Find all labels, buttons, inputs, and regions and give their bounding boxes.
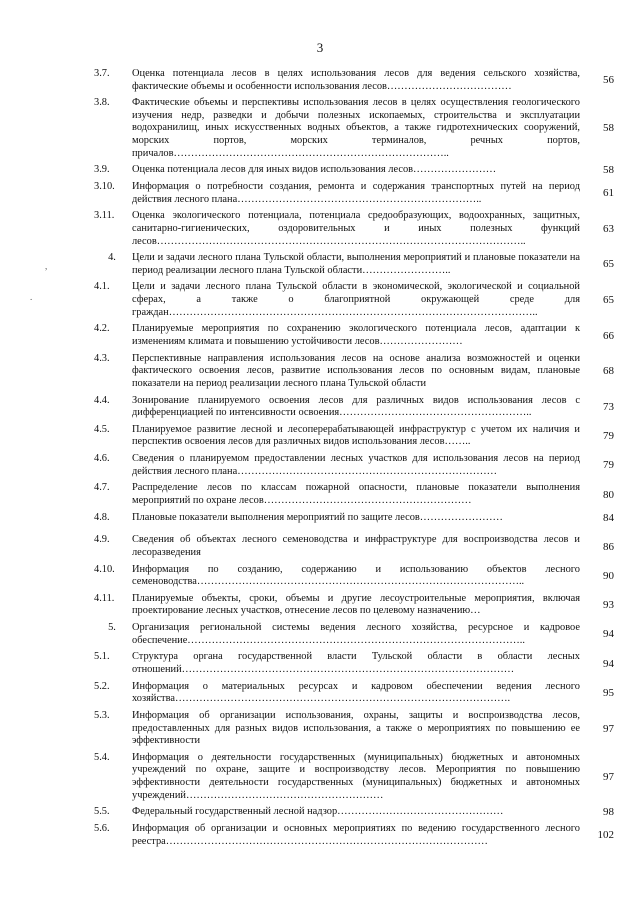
toc-entry-page: 84	[603, 511, 614, 524]
toc-entry	[92, 710, 614, 748]
toc-entry-page: 79	[603, 459, 614, 472]
toc-entry-page: 79	[603, 430, 614, 443]
toc-entry-title: Зонирование планируемого освоения лесов для различных видов использования лесов с дифференциацией по интенсивности освоения………………………………………………..	[132, 394, 580, 419]
toc-entry-number: 3.9.	[94, 164, 110, 176]
toc-entry-title: Оценка потенциала лесов в целях использования лесов для ведения сельского хозяйства, фактические объемы и особенности использования лесов………………………………	[132, 68, 580, 92]
toc-entry-number: 4.2.	[94, 323, 110, 335]
toc-entry-title: Информация по созданию, содержанию и использованию объектов лесного семеноводства…………………………………………………………………………………..	[132, 563, 580, 588]
toc-entry	[92, 210, 614, 248]
toc-entry-page: 65	[603, 294, 614, 307]
toc-entry-number: 4.3.	[94, 352, 110, 364]
toc-entry-page: 65	[603, 258, 614, 271]
toc-entry-title: Информация о материальных ресурсах и кадровом обеспечении ведения лесного хозяйства…………………………………………………………………………………….	[132, 680, 580, 705]
toc-entry-page: 80	[603, 488, 614, 501]
toc-entry-page: 66	[603, 329, 614, 342]
toc-entry	[92, 622, 614, 647]
toc-entry	[92, 353, 614, 391]
toc-entry-number: 4.7.	[94, 482, 110, 494]
toc-entry-title: Цели и задачи лесного плана Тульской области в экономической, экологической и социальной сферах, а также о благоприятной окружающей среде для граждан……………………………………………………………………………………………..	[132, 281, 580, 318]
toc-entry-number: 3.8.	[94, 97, 110, 109]
toc-entry-page: 73	[603, 400, 614, 413]
toc-entry	[92, 806, 614, 819]
toc-entry-number: 3.10.	[94, 181, 115, 193]
toc-entry	[92, 181, 614, 206]
toc-entry-title: Сведения об объектах лесного семеноводства и инфраструктуре для воспроизводства лесов и лесоразведения	[132, 534, 580, 558]
toc-entry-number: 5.3.	[94, 709, 110, 721]
toc-entry-title: Оценка экологического потенциала, потенциала средообразующих, водоохранных, защитных, санитарно-гигиенических, оздоровительных и иных полезных функций лесов……………………………………………………………………………………………..	[132, 210, 580, 247]
toc-entry-page: 63	[603, 222, 614, 235]
toc-entry-page: 58	[603, 164, 614, 177]
toc-entry-number: 4.4.	[94, 394, 110, 406]
toc-entry	[92, 395, 614, 420]
toc-entry-page: 97	[603, 722, 614, 735]
toc-entry-title: Перспективные направления использования лесов на основе анализа возможностей и оценки фактического освоения лесов, развитие использования лесов по основным видам, плановые показатели на период реализации лесного плана Тульской области	[132, 352, 580, 389]
toc-entry-number: 5.6.	[94, 822, 110, 834]
toc-entry-page: 98	[603, 806, 614, 819]
toc-entry-title: Информация о деятельности государственных (муниципальных) бюджетных и автономных учреждений по охране, защите и воспроизводству лесов. Мероприятия по повышению эффективности деятельности государственных (муниципальных) бюджетных и автономных учреждений…………………………………………………	[132, 751, 580, 801]
toc-entry-title: Цели и задачи лесного плана Тульской области, выполнения мероприятий и плановые показатели на период реализации лесного плана Тульской области……………………..	[132, 252, 580, 276]
table-of-contents	[92, 68, 614, 852]
toc-entry-title: Планируемые объекты, сроки, объемы и другие лесоустроительные мероприятия, включая проектирование лесных участков, отнесение лесов по целевому назначению…	[132, 592, 580, 617]
toc-entry	[92, 482, 614, 507]
toc-entry	[92, 534, 614, 559]
toc-entry-page: 61	[603, 187, 614, 200]
toc-entry-title: Планируемое развитие лесной и лесоперерабатывающей инфраструктур с учетом их наличия и перспектив освоения лесов для различных видов использования лесов……..	[132, 423, 580, 448]
scan-speck: .	[30, 292, 33, 302]
page-number: 3	[316, 40, 324, 55]
toc-entry-number: 4.1.	[94, 281, 110, 293]
toc-entry-number: 4.6.	[94, 453, 110, 465]
toc-entry	[92, 823, 614, 848]
toc-entry	[92, 512, 614, 525]
toc-entry-title: Организация региональной системы ведения лесного хозяйства, ресурсное и кадровое обеспечение……………………………………………………………………………………..	[132, 622, 580, 646]
toc-entry-page: 95	[603, 686, 614, 699]
toc-entry-number: 4.8.	[94, 511, 110, 523]
toc-entry	[92, 564, 614, 589]
toc-entry	[92, 453, 614, 478]
toc-entry-page: 90	[603, 569, 614, 582]
toc-entry-title: Распределение лесов по классам пожарной опасности, плановые показатели выполнения мероприятий по охране лесов……………………………………………………	[132, 482, 580, 506]
toc-entry-number: 4.5.	[94, 423, 110, 435]
toc-entry-title: Фактические объемы и перспективы использования лесов в целях осуществления геологического изучения недр, разведки и добычи полезных ископаемых, строительства и эксплуатации водохранилищ, иных искусственных водных объектов, а также гидротехнических сооружений, морских портов, морских терминалов, речных портов, причалов……………………………………………………………………..	[132, 97, 580, 159]
toc-entry-page: 58	[603, 122, 614, 135]
toc-entry-title: Оценка потенциала лесов для иных видов использования лесов……………………	[132, 164, 497, 176]
toc-entry-number: 5.	[108, 622, 116, 634]
toc-entry	[92, 651, 614, 676]
toc-entry	[92, 424, 614, 449]
toc-entry-page: 56	[603, 74, 614, 87]
toc-entry-page: 94	[603, 657, 614, 670]
toc-entry-page: 68	[603, 365, 614, 378]
toc-entry	[92, 68, 614, 93]
toc-entry-title: Федеральный государственный лесной надзор…………………………………………	[132, 806, 504, 818]
toc-entry-number: 3.11.	[94, 210, 115, 222]
toc-entry-number: 4.9.	[94, 534, 110, 546]
toc-entry	[92, 681, 614, 706]
toc-entry	[92, 164, 614, 177]
toc-entry	[92, 97, 614, 160]
toc-entry-number: 5.2.	[94, 680, 110, 692]
scan-speck: ,	[45, 261, 48, 271]
toc-entry-title: Информация об организации и основных мероприятиях по ведению государственного лесного реестра…………………………………………………………………………………	[132, 822, 580, 847]
toc-entry-title: Структура органа государственной власти Тульской области в области лесных отношений……………………………………………………………………………………	[132, 651, 580, 675]
toc-entry-page: 94	[603, 628, 614, 641]
toc-entry-title: Планируемые мероприятия по сохранению экологического потенциала лесов, адаптации к изменениям климата и повышению устойчивости лесов……………………	[132, 323, 580, 347]
toc-entry-number: 5.4.	[94, 751, 110, 763]
toc-entry-number: 3.7.	[94, 68, 110, 79]
toc-entry-title: Плановые показатели выполнения мероприятий по защите лесов……………………	[132, 511, 503, 523]
toc-entry-page: 93	[603, 599, 614, 612]
toc-entry	[92, 281, 614, 319]
toc-entry-title: Информация об организации использования, охраны, защиты и воспроизводства лесов, предоставленных для разных видов использования, а также о мероприятиях по повышению ее эффективности	[132, 709, 580, 747]
toc-entry-number: 5.5.	[94, 806, 110, 818]
toc-entry	[92, 323, 614, 348]
toc-entry-number: 4.11.	[94, 592, 115, 604]
toc-entry-number: 5.1.	[94, 651, 110, 663]
toc-entry-title: Информация о потребности создания, ремонта и содержания транспортных путей на период действия лесного плана……………………………………………………………..	[132, 181, 580, 205]
toc-entry	[92, 752, 614, 802]
toc-entry-page: 86	[603, 540, 614, 553]
toc-entry-number: 4.	[108, 252, 116, 264]
toc-entry-page: 102	[597, 829, 614, 842]
toc-entry-title: Сведения о планируемом предоставлении лесных участков для использования лесов на период действия лесного плана…………………………………………………………………	[132, 453, 580, 477]
toc-entry	[92, 252, 614, 277]
toc-entry-page: 97	[603, 770, 614, 783]
toc-entry	[92, 593, 614, 618]
toc-entry-number: 4.10.	[94, 563, 115, 575]
